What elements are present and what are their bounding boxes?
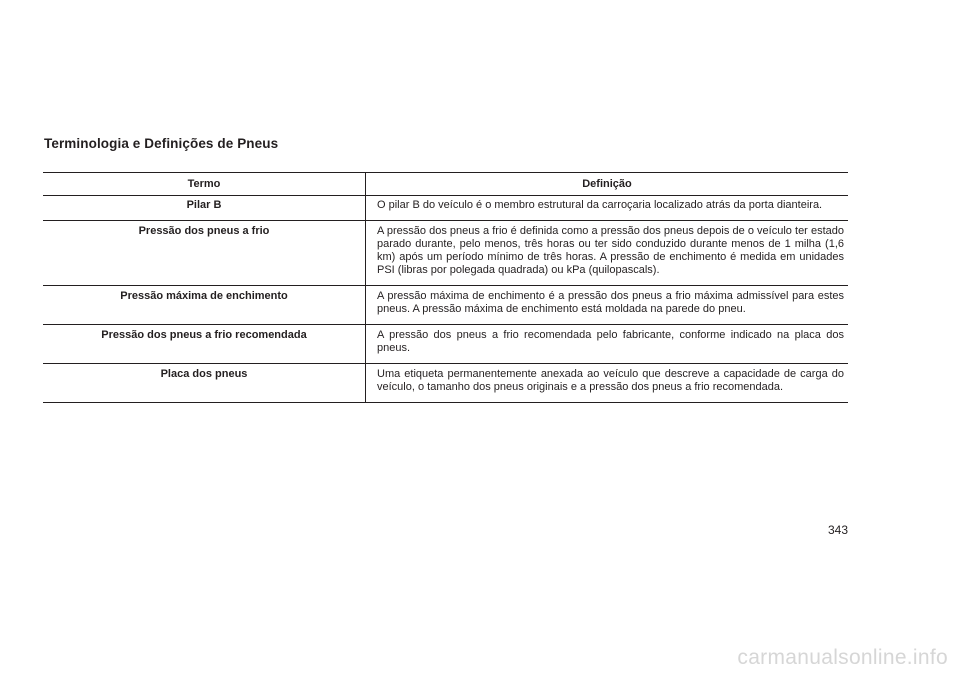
term-cell: Pressão dos pneus a frio recomendada xyxy=(43,325,366,364)
page-title: Terminologia e Definições de Pneus xyxy=(44,136,279,151)
term-cell: Placa dos pneus xyxy=(43,364,366,403)
table-row xyxy=(43,325,848,364)
table-row xyxy=(43,364,848,403)
watermark: carmanualsonline.info xyxy=(737,646,948,669)
definition-cell: A pressão dos pneus a frio recomendada pelo fabricante, conforme indicado na placa dos pneus. xyxy=(366,325,849,364)
definition-cell: O pilar B do veículo é o membro estrutural da carroçaria localizado atrás da porta dianteira. xyxy=(366,196,849,221)
header-term: Termo xyxy=(43,173,366,196)
table-row xyxy=(43,221,848,286)
table-header-row xyxy=(43,173,848,196)
table-row xyxy=(43,196,848,221)
table-row xyxy=(43,286,848,325)
definition-cell: A pressão dos pneus a frio é definida como a pressão dos pneus depois de o veículo ter estado parado durante, pelo menos, três horas ou ter sido conduzido durante menos de 1 milha (1,6 km) após um período mínimo de três horas. A pressão de enchimento é medida em unidades PSI (libras por polegada quadrada) ou kPa (quilopascals). xyxy=(366,221,849,286)
page-number: 343 xyxy=(827,523,848,537)
term-cell: Pressão máxima de enchimento xyxy=(43,286,366,325)
definition-cell: A pressão máxima de enchimento é a pressão dos pneus a frio máxima admissível para estes pneus. A pressão máxima de enchimento está moldada na parede do pneu. xyxy=(366,286,849,325)
term-cell: Pressão dos pneus a frio xyxy=(43,221,366,286)
header-definition: Definição xyxy=(366,173,849,196)
definition-cell: Uma etiqueta permanentemente anexada ao veículo que descreve a capacidade de carga do veículo, o tamanho dos pneus originais e a pressão dos pneus a frio recomendada. xyxy=(366,364,849,403)
term-cell: Pilar B xyxy=(43,196,366,221)
terminology-table xyxy=(43,172,848,403)
